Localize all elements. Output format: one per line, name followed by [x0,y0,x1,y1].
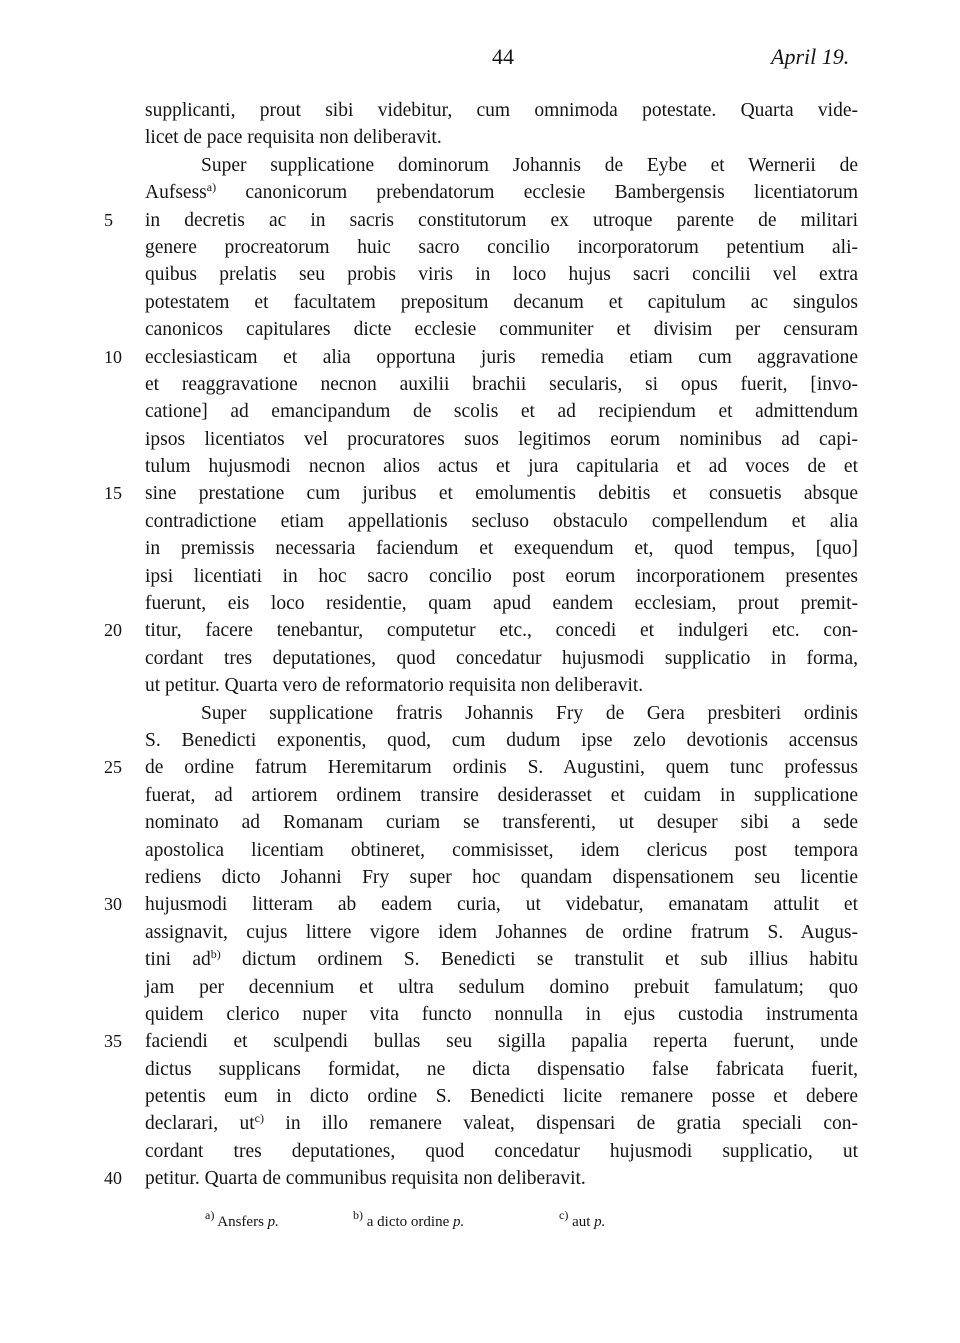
text-line [0,919,960,946]
footnote-c: $^{c)}$ aut p. [559,1208,606,1230]
text-line [0,316,960,343]
text-line [0,480,960,507]
line-text: fuerat, ad artiorem ordinem transire desiderasset et cuidam in supplicatione [145,784,858,806]
line-text: tulum hujusmodi necnon alios actus et jura capitularia et ad voces de et [145,456,858,478]
text-line [0,398,960,425]
line-text: cordant tres deputationes, quod concedatur hujusmodi supplicatio, ut [145,1140,858,1162]
line-text: assignavit, cujus littere vigore idem Johannes de ordine fratrum S. Augus- [145,921,858,943]
line-text: quibus prelatis seu probis viris in loco hujus sacri concilii vel extra [145,264,858,286]
line-number: 5 [104,209,113,230]
text-line [0,426,960,453]
text-line [0,782,960,809]
text-line [0,864,960,891]
text-line [0,124,960,151]
text-line [0,535,960,562]
text-line [0,234,960,261]
line-text: canonicos capitulares dicte ecclesie communiter et divisim per censuram [145,319,858,341]
footnote-ref: c) [254,1111,264,1126]
text-line [0,344,960,371]
line-text: in premissis necessaria faciendum et exequendum et, quod tempus, [quo] [145,538,858,560]
line-text-part: declarari, ut [145,1113,255,1135]
line-text: ipsos licentiatos vel procuratores suos legitimos eorum nominibus ad capi- [145,428,858,450]
footnote-ref: b) [210,947,221,962]
line-text: jam per decennium et ultra sedulum domino prebuit famulatum; quo [145,976,858,998]
line-number: 35 [104,1031,122,1052]
text-line [0,891,960,918]
line-text: petentis eum in dicto ordine S. Benedicti licite remanere posse et debere [145,1086,858,1108]
line-number: 25 [104,757,122,778]
text-line [0,590,960,617]
page-header [0,44,960,78]
text-line [0,1083,960,1110]
text-line [0,645,960,672]
line-text: supplicanti, prout sibi videbitur, cum omnimoda potestate. Quarta vide- [145,100,858,121]
line-text: genere procreatorum huic sacro concilio incorporatorum petentium ali- [145,236,858,258]
text-line [0,754,960,781]
text-line [0,1165,960,1192]
text-line [0,152,960,179]
footnote-b: $^{b)}$ a dicto ordine p. [353,1208,465,1230]
text-line [0,508,960,535]
page-number: 44 [492,44,514,69]
text-line [0,371,960,398]
line-number: 40 [104,1168,122,1189]
line-text [145,1110,858,1137]
line-text: hujusmodi litteram ab eadem curia, ut videbatur, emanatam attulit et [145,894,858,916]
text-line [0,289,960,316]
footnote-a: $^{a)}$ Ansfers p. [205,1208,279,1230]
line-text: nominato ad Romanam curiam se transferenti, ut desuper sibi a sede [145,812,858,834]
text-line [0,617,960,644]
text-line [0,672,960,699]
text-line [0,97,960,124]
line-text: dictus supplicans formidat, ne dicta dispensatio false fabricata fuerit, [145,1058,858,1080]
line-text-part: Aufsess [145,182,207,204]
line-text: catione] ad emancipandum de scolis et ad recipiendum et admittendum [145,401,858,423]
text-line [0,1028,960,1055]
line-text-part: canonicorum prebendatorum ecclesie Bambergensis licentiatorum [216,182,858,204]
line-text: quidem clerico nuper vita functo nonnulla in ejus custodia instrumenta [145,1003,858,1025]
line-text [145,946,858,973]
text-line [0,837,960,864]
text-line [0,700,960,727]
line-number: 20 [104,620,122,641]
line-text: titur, facere tenebantur, computetur etc., concedi et indulgeri etc. con- [145,620,858,642]
line-text: in decretis ac in sacris constitutorum ex utroque parente de militari [145,209,858,231]
line-text: petitur. Quarta de communibus requisita non deliberavit. [145,1168,586,1190]
text-line [0,207,960,234]
line-text: potestatem et facultatem prepositum decanum et capitulum ac singulos [145,291,858,313]
body-text [0,97,960,1193]
text-line [0,1138,960,1165]
line-text: Super supplicatione dominorum Johannis de Eybe et Wernerii de [201,154,858,176]
line-text: Super supplicatione fratris Johannis Fry de Gera presbiteri ordinis [201,702,858,724]
text-line [0,1110,960,1137]
line-text: rediens dicto Johanni Fry super hoc quandam dispensationem seu licentie [145,866,858,888]
line-number: 15 [104,483,122,504]
text-line [0,809,960,836]
text-line [0,1001,960,1028]
footnote-ref: a) [206,180,217,195]
line-text: faciendi et sculpendi bullas seu sigilla papalia reperta fuerunt, unde [145,1031,858,1053]
line-text-part: tini ad [145,949,211,971]
line-text: et reaggravatione necnon auxilii brachii secularis, si opus fuerit, [invo- [145,373,858,395]
line-text: licet de pace requisita non deliberavit. [145,127,442,149]
text-line [0,261,960,288]
text-line [0,946,960,973]
line-text: cordant tres deputationes, quod concedatur hujusmodi supplicatio in forma, [145,647,858,669]
text-line [0,974,960,1001]
line-text: de ordine fatrum Heremitarum ordinis S. Augustini, quem tunc professus [145,757,858,779]
footnotes [0,1208,960,1240]
line-number: 30 [104,894,122,915]
line-number: 10 [104,346,122,367]
line-text [145,179,858,206]
text-line [0,179,960,206]
text-line [0,1056,960,1083]
line-text: ut petitur. Quarta vero de reformatorio requisita non deliberavit. [145,675,644,697]
line-text-part: dictum ordinem S. Benedicti se transtulit et sub illius habitu [220,949,858,971]
line-text: ecclesiasticam et alia opportuna juris remedia etiam cum aggravatione [145,346,858,368]
line-text: sine prestatione cum juribus et emolumentis debitis et consuetis absque [145,483,858,505]
text-line [0,563,960,590]
line-text: S. Benedicti exponentis, quod, cum dudum ipse zelo devotionis accensus [145,729,858,751]
text-line [0,727,960,754]
line-text: contradictione etiam appellationis secluso obstaculo compellendum et alia [145,510,858,532]
line-text: ipsi licentiati in hoc sacro concilio post eorum incorporationem presentes [145,565,858,587]
text-line [0,453,960,480]
line-text-part: in illo remanere valeat, dispensari de gratia speciali con- [264,1113,858,1135]
line-text: apostolica licentiam obtineret, commisisset, idem clericus post tempora [145,839,858,861]
running-title: April 19. [771,44,850,69]
line-text: fuerunt, eis loco residentie, quam apud eandem ecclesiam, prout premit- [145,593,858,615]
